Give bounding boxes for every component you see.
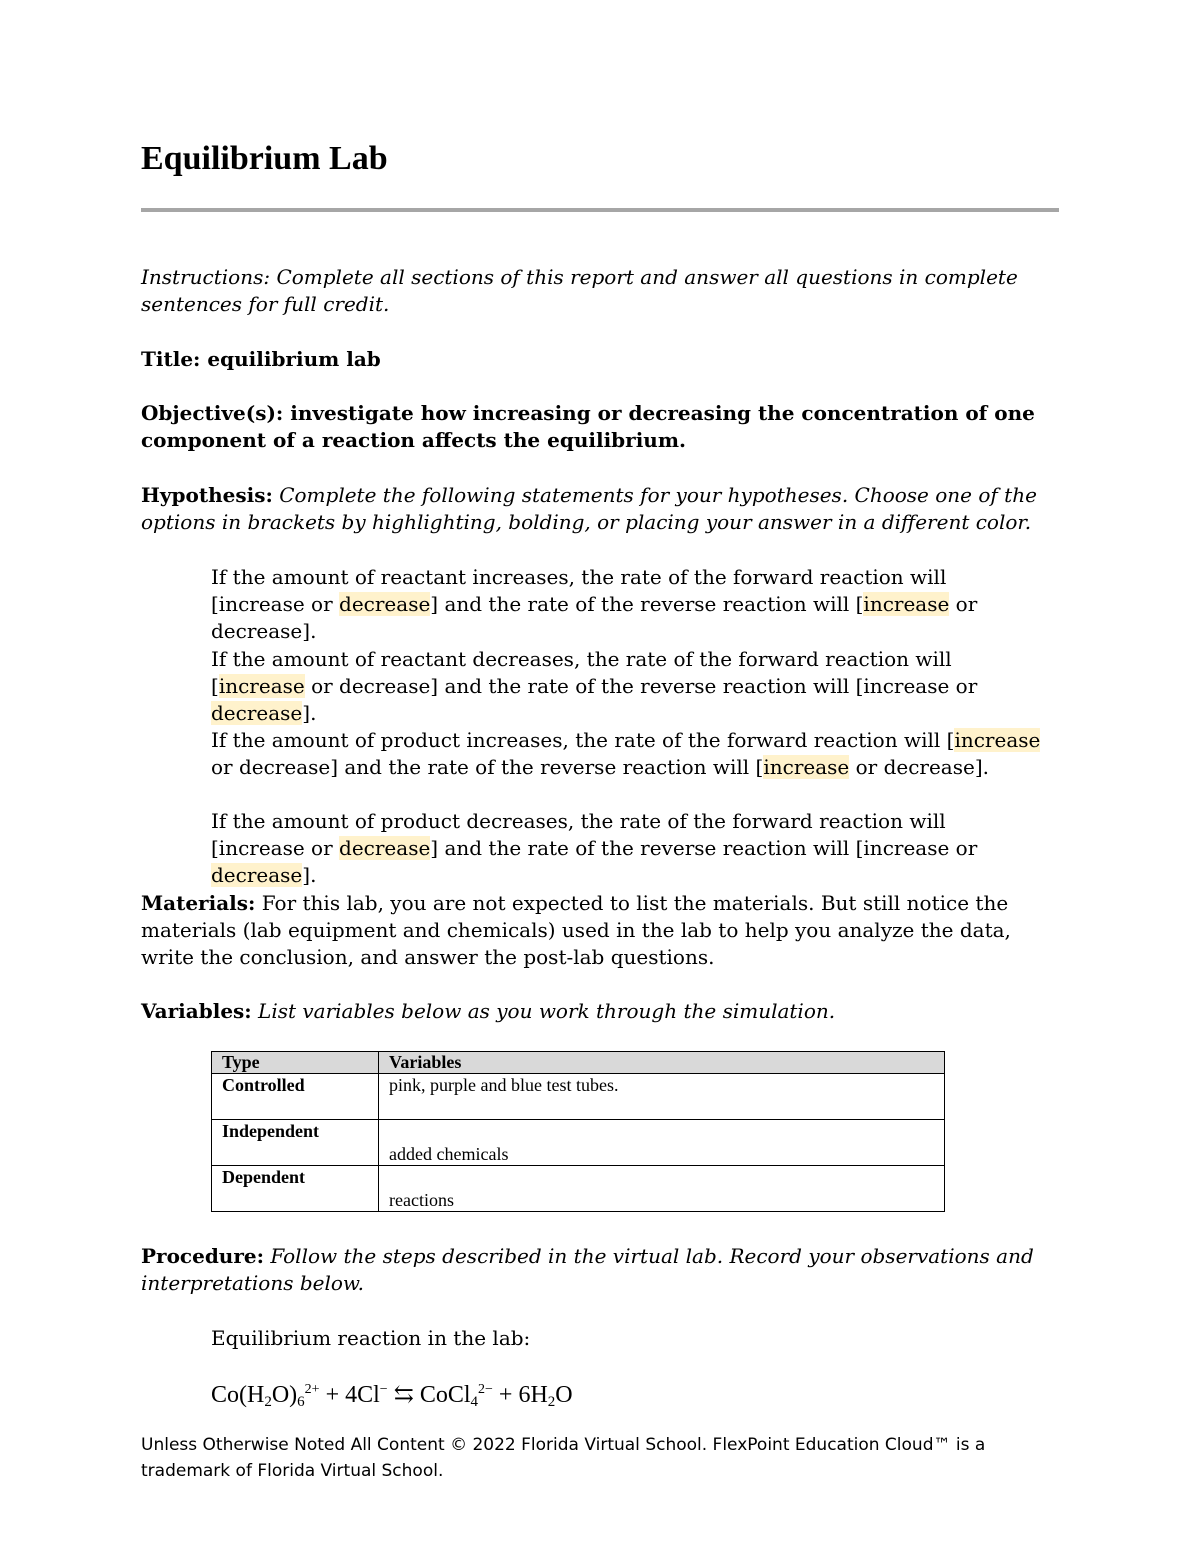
page-title: Equilibrium Lab <box>141 140 388 177</box>
title-line <box>141 346 1061 373</box>
variables-text: List variables below as you work through the simulation. <box>251 999 836 1023</box>
eq-superscript: 2+ <box>304 1382 320 1397</box>
statement-text: ] and the rate of the reverse reaction will [ <box>430 592 864 616</box>
materials-label: Materials: <box>141 891 256 915</box>
statement-text: If the amount of product decreases, the rate of the forward reaction will [increase or <box>211 809 946 860</box>
hypothesis-statement <box>211 727 1041 781</box>
hypothesis-line <box>141 482 1061 536</box>
statement-text: ]. <box>302 863 317 887</box>
statement-text: ] and the rate of the reverse reaction will [increase or <box>430 836 978 860</box>
objective-value: investigate how increasing or decreasing the concentration of one component of a reaction affects the equilibrium. <box>141 401 1035 452</box>
eq-part: + 6H <box>492 1382 548 1408</box>
statement-text: or decrease] and the rate of the reverse reaction will [increase or <box>304 674 978 698</box>
statement-text: or decrease]. <box>211 592 978 643</box>
hypothesis-label: Hypothesis: <box>141 483 273 507</box>
eq-subscript: 2 <box>547 1394 556 1410</box>
eq-superscript: 2− <box>478 1382 493 1397</box>
eq-part: + 4Cl <box>319 1382 380 1408</box>
table-cell-value: pink, purple and blue test tubes. <box>379 1074 945 1120</box>
objective-label: Objective(s): <box>141 401 284 425</box>
statement-text: If the amount of reactant increases, the rate of the forward reaction will [increase or <box>211 565 947 616</box>
eq-subscript: 4 <box>470 1394 478 1410</box>
procedure-text: Follow the steps described in the virtual lab. Record your observations and interpretations below. <box>141 1244 1034 1295</box>
statement-text: or decrease] and the rate of the reverse reaction will [ <box>211 755 764 779</box>
eq-part: Co(H <box>211 1382 265 1408</box>
variables-table <box>211 1051 945 1212</box>
table-row <box>212 1074 945 1120</box>
title-value: equilibrium lab <box>200 347 381 371</box>
table-header-variables: Variables <box>379 1052 945 1074</box>
statement-text: ]. <box>302 701 317 725</box>
materials-text: For this lab, you are not expected to list the materials. But still notice the materials (lab equipment and chemicals) used in the lab to help you analyze the data, write the conclusion, and answer the post-lab questions. <box>141 891 1011 969</box>
statement-text: If the amount of product increases, the rate of the forward reaction will [ <box>211 728 955 752</box>
hypothesis-statement <box>211 564 1041 645</box>
equilibrium-intro: Equilibrium reaction in the lab: <box>211 1326 531 1350</box>
equilibrium-arrow-icon: ⇆ <box>387 1382 420 1408</box>
table-cell-value: added chemicals <box>379 1120 945 1166</box>
hypothesis-statement <box>211 808 1041 889</box>
statement-text: or decrease]. <box>849 755 989 779</box>
hypothesis-text: Complete the following statements for your hypotheses. Choose one of the options in brackets by highlighting, bolding, or placing your answer in a different color. <box>141 483 1037 534</box>
title-divider <box>141 208 1059 212</box>
eq-part: CoCl <box>419 1382 471 1408</box>
highlighted-answer: increase <box>863 592 950 616</box>
table-cell-value: reactions <box>379 1166 945 1212</box>
eq-part: O <box>555 1382 573 1408</box>
title-label: Title: <box>141 347 201 371</box>
copyright-footer: Unless Otherwise Noted All Content © 2022 Florida Virtual School. FlexPoint Education Cloud™ is a trademark of Florida Virtual School. <box>141 1435 986 1481</box>
highlighted-answer: decrease <box>339 836 431 860</box>
table-header-type: Type <box>212 1052 379 1074</box>
procedure-line <box>141 1243 1061 1297</box>
highlighted-answer: decrease <box>339 592 431 616</box>
table-cell-type: Dependent <box>212 1166 379 1212</box>
highlighted-answer: decrease <box>211 701 303 725</box>
objective-line <box>141 400 1061 454</box>
highlighted-answer: increase <box>954 728 1041 752</box>
variables-label: Variables: <box>141 999 252 1023</box>
table-cell-type: Independent <box>212 1120 379 1166</box>
eq-superscript: − <box>379 1382 388 1397</box>
statement-text: If the amount of reactant decreases, the rate of the forward reaction will [ <box>211 647 952 698</box>
highlighted-answer: increase <box>763 755 850 779</box>
eq-subscript: 2 <box>264 1394 272 1410</box>
highlighted-answer: increase <box>218 674 305 698</box>
table-cell-type: Controlled <box>212 1074 379 1120</box>
procedure-label: Procedure: <box>141 1244 264 1268</box>
table-header-row <box>212 1052 945 1074</box>
instructions-text: Instructions: Complete all sections of this report and answer all questions in complete sentences for full credit. <box>141 265 1018 316</box>
table-row <box>212 1120 945 1166</box>
highlighted-answer: decrease <box>211 863 303 887</box>
hypothesis-statement <box>211 646 1041 727</box>
eq-subscript: 6 <box>297 1394 305 1410</box>
variables-line <box>141 998 1061 1025</box>
eq-part: O) <box>271 1382 298 1408</box>
equilibrium-equation <box>211 1380 573 1411</box>
materials-line <box>141 890 1061 971</box>
table-row <box>212 1166 945 1212</box>
